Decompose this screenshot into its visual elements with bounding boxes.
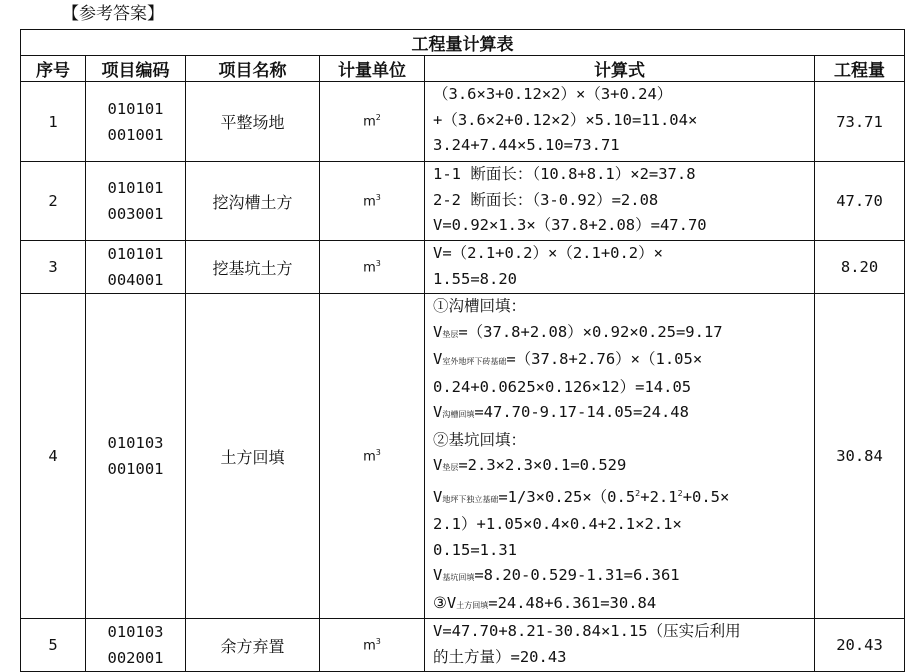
row-formula bbox=[425, 241, 815, 294]
code-part: 010101 bbox=[107, 179, 164, 197]
row-qty: 8.20 bbox=[815, 241, 905, 294]
formula-line: 3.24+7.44×5.10=73.71 bbox=[433, 136, 620, 154]
row-formula bbox=[425, 619, 815, 672]
code-part: 003001 bbox=[107, 205, 164, 223]
answer-heading: 【参考答案】 bbox=[62, 4, 164, 24]
row-code bbox=[86, 82, 186, 162]
quantity-calculation-table bbox=[20, 29, 905, 672]
row-name: 平整场地 bbox=[186, 82, 320, 162]
formula-line: ②基坑回填： bbox=[433, 430, 527, 449]
formula-line: V地坪下独立基础$=1/3\times 0.25\times(0.5^2+2.1^2+0.5\times$ bbox=[433, 487, 730, 506]
unit-base: m bbox=[363, 638, 376, 654]
header-code: 项目编码 bbox=[86, 56, 186, 82]
unit-exp: 2 bbox=[375, 113, 381, 123]
formula-line: V室外地坪下砖基础=（37.8+2.76）×（1.05× bbox=[433, 350, 703, 368]
formula-line: 1.55=8.20 bbox=[433, 269, 517, 288]
table-row bbox=[21, 294, 905, 619]
row-qty: 20.43 bbox=[815, 619, 905, 672]
code-part: 004001 bbox=[107, 271, 164, 289]
unit-exp: 3 bbox=[375, 258, 381, 268]
header-no: 序号 bbox=[21, 56, 86, 82]
row-code bbox=[86, 162, 186, 241]
formula-line: ①沟槽回填： bbox=[433, 297, 527, 315]
row-code bbox=[86, 294, 186, 619]
row-qty: 73.71 bbox=[815, 82, 905, 162]
formula-line: 的土方量）=20.43 bbox=[433, 647, 567, 666]
row-unit bbox=[320, 241, 425, 294]
formula-line: 0.15=1.31 bbox=[433, 540, 517, 559]
formula-line: 0.24+0.0625×0.126×12）=14.05 bbox=[433, 377, 692, 396]
table-title: 工程量计算表 bbox=[21, 30, 905, 56]
row-no: 4 bbox=[21, 294, 86, 619]
table-row bbox=[21, 162, 905, 241]
formula-line: V垫层=（37.8+2.08）×0.92×0.25=9.17 bbox=[433, 322, 723, 341]
formula-line: 2.1）+1.05×0.4×0.4+2.1×2.1× bbox=[433, 515, 682, 534]
row-unit bbox=[320, 162, 425, 241]
row-unit bbox=[320, 82, 425, 162]
row-qty: 47.70 bbox=[815, 162, 905, 241]
unit-exp: 3 bbox=[375, 192, 381, 202]
header-name: 项目名称 bbox=[186, 56, 320, 82]
unit-base: m bbox=[363, 449, 376, 465]
unit-base: m bbox=[363, 260, 376, 276]
header-qty: 工程量 bbox=[815, 56, 905, 82]
header-formula: 计算式 bbox=[425, 56, 815, 82]
unit-base: m bbox=[363, 114, 376, 130]
row-formula bbox=[425, 162, 815, 241]
unit-base: m bbox=[363, 194, 376, 210]
row-unit bbox=[320, 619, 425, 672]
code-part: 010103 bbox=[107, 623, 164, 642]
row-unit bbox=[320, 294, 425, 619]
formula-line: （3.6×3+0.12×2）×（3+0.24） bbox=[433, 85, 673, 103]
row-code bbox=[86, 619, 186, 672]
unit-exp: 3 bbox=[375, 636, 381, 646]
row-formula bbox=[425, 82, 815, 162]
row-no: 3 bbox=[21, 241, 86, 294]
formula-line: 1-1 断面长：（10.8+8.1）×2=37.8 bbox=[433, 165, 696, 183]
row-no: 5 bbox=[21, 619, 86, 672]
formula-line: V垫层=2.3×2.3×0.1=0.529 bbox=[433, 456, 627, 474]
row-qty: 30.84 bbox=[815, 294, 905, 619]
table-row bbox=[21, 241, 905, 294]
formula-line: ③V土方回填=24.48+6.361=30.84 bbox=[433, 593, 657, 612]
code-part: 010101 bbox=[107, 99, 164, 118]
row-no: 1 bbox=[21, 82, 86, 162]
row-name: 余方弃置 bbox=[186, 619, 320, 672]
row-code bbox=[86, 241, 186, 294]
row-name: 挖沟槽土方 bbox=[186, 162, 320, 241]
code-part: 010103 bbox=[107, 434, 164, 453]
row-name: 土方回填 bbox=[186, 294, 320, 619]
row-name: 挖基坑土方 bbox=[186, 241, 320, 294]
formula-line: V=0.92×1.3×（37.8+2.08）=47.70 bbox=[433, 216, 707, 234]
formula-line: V=47.70+8.21-30.84×1.15（压实后利用 bbox=[433, 622, 741, 641]
row-no: 2 bbox=[21, 162, 86, 241]
unit-exp: 3 bbox=[375, 447, 381, 457]
formula-line: V沟槽回填=47.70-9.17-14.05=24.48 bbox=[433, 403, 689, 421]
code-part: 002001 bbox=[107, 649, 164, 668]
formula-line: 2-2 断面长：（3-0.92）=2.08 bbox=[433, 190, 659, 209]
table-row bbox=[21, 82, 905, 162]
formula-line: +（3.6×2+0.12×2）×5.10=11.04× bbox=[433, 110, 698, 129]
row-formula bbox=[425, 294, 815, 619]
code-part: 001001 bbox=[107, 460, 164, 479]
formula-line: V=（2.1+0.2）×（2.1+0.2）× bbox=[433, 244, 663, 262]
code-part: 010101 bbox=[107, 245, 164, 263]
code-part: 001001 bbox=[107, 125, 164, 144]
formula-line: V基坑回填=8.20-0.529-1.31=6.361 bbox=[433, 566, 680, 585]
header-unit: 计量单位 bbox=[320, 56, 425, 82]
table-row bbox=[21, 619, 905, 672]
header-row bbox=[21, 56, 905, 82]
